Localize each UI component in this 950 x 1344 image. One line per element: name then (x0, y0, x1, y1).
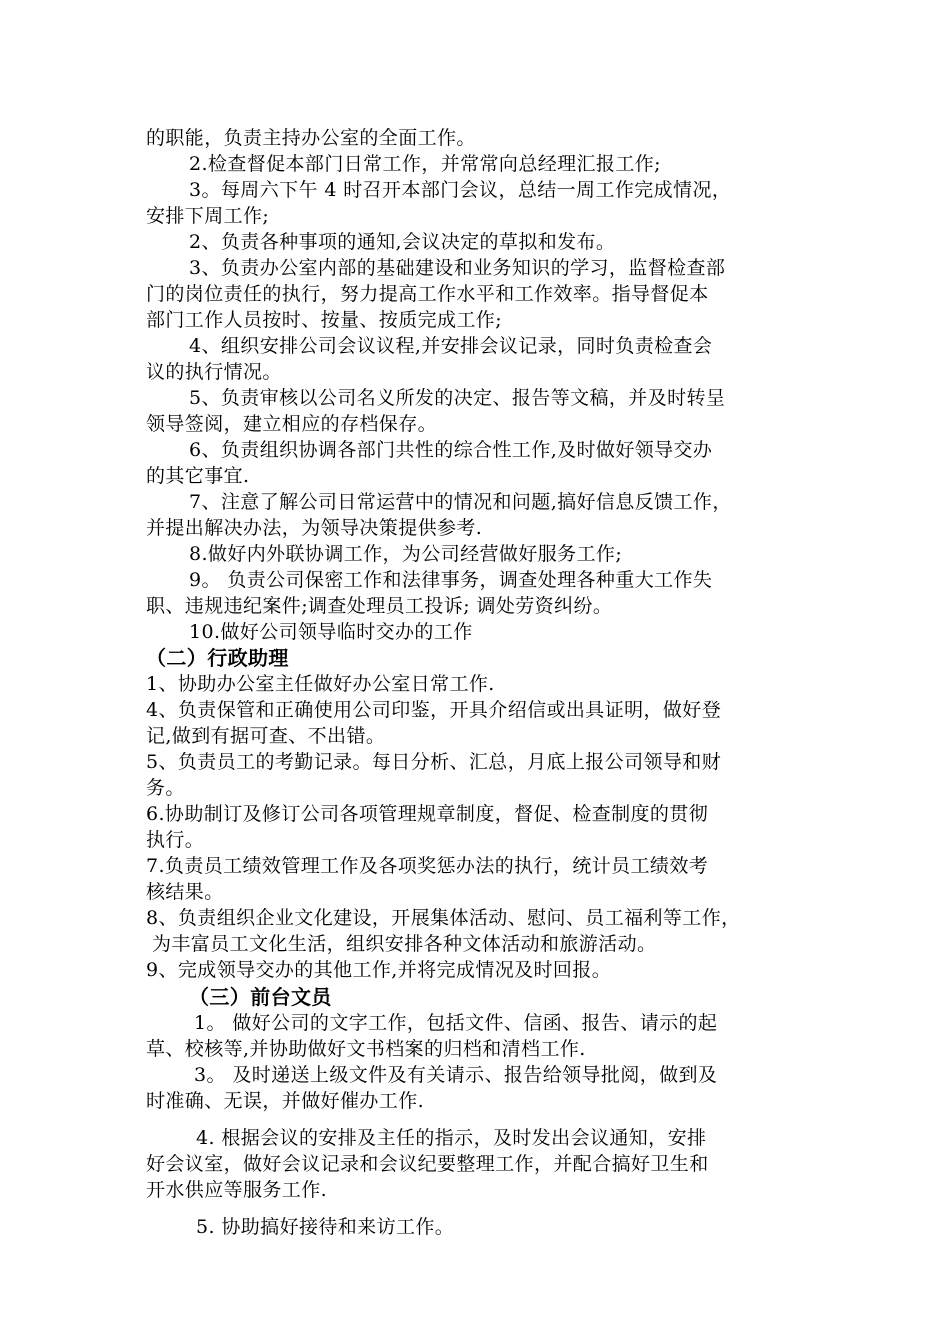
section-heading: （三）前台文员 (189, 985, 332, 1009)
text-line: 8.做好内外联协调工作，为公司经营做好服务工作; (189, 543, 623, 565)
text-line: 1、协助办公室主任做好办公室日常工作. (146, 673, 495, 695)
text-line: 5. 协助搞好接待和来访工作。 (196, 1216, 455, 1238)
text-line: 3。每周六下午 4 时召开本部门会议，总结一周工作完成情况， (189, 179, 732, 201)
text-line: 为丰富员工文化生活，组织安排各种文体活动和旅游活动。 (152, 933, 657, 955)
text-line: 领导签阅，建立相应的存档保存。 (146, 413, 438, 435)
text-line: 安排下周工作; (146, 205, 270, 227)
text-line: 10.做好公司领导临时交办的工作 (189, 621, 473, 643)
text-line: 7.负责员工绩效管理工作及各项奖惩办法的执行，统计员工绩效考 (146, 855, 709, 877)
text-line: 议的执行情况。 (146, 361, 282, 383)
text-line: 并提出解决办法，为领导决策提供参考. (146, 517, 483, 539)
text-line: 开水供应等服务工作. (146, 1179, 328, 1201)
text-line: 时准确、无误，并做好催办工作. (146, 1090, 425, 1112)
text-line: 5、负责审核以公司名义所发的决定、报告等文稿，并及时转呈 (189, 387, 726, 409)
text-line: 核结果。 (146, 881, 224, 903)
text-line: 3、负责办公室内部的基础建设和业务知识的学习，监督检查部 (189, 257, 726, 279)
text-line: 记,做到有据可查、不出错。 (146, 725, 386, 747)
text-line: 部门工作人员按时、按量、按质完成工作; (146, 309, 503, 331)
text-line: 的其它事宜. (146, 465, 250, 487)
text-line: 执行。 (146, 829, 205, 851)
text-line: 4、负责保管和正确使用公司印鉴，开具介绍信或出具证明，做好登 (146, 699, 722, 721)
text-line: 务。 (146, 777, 185, 799)
text-line: 1。 做好公司的文字工作，包括文件、信函、报告、请示的起 (194, 1012, 718, 1034)
text-line: 门的岗位责任的执行，努力提高工作水平和工作效率。指导督促本 (146, 283, 709, 305)
text-line: 好会议室，做好会议记录和会议纪要整理工作，并配合搞好卫生和 (146, 1153, 709, 1175)
text-line: 职、违规违纪案件;调查处理员工投诉; 调处劳资纠纷。 (146, 595, 613, 617)
text-line: 6.协助制订及修订公司各项管理规章制度，督促、检查制度的贯彻 (146, 803, 709, 825)
text-line: 4、组织安排公司会议议程,并安排会议记录，同时负责检查会 (189, 335, 713, 357)
text-line: 8、负责组织企业文化建设，开展集体活动、慰问、员工福利等工作， (146, 907, 741, 929)
text-line: 9、完成领导交办的其他工作,并将完成情况及时回报。 (146, 959, 612, 981)
text-line: 2.检查督促本部门日常工作，并常常向总经理汇报工作; (189, 153, 661, 175)
text-line: 2、负责各种事项的通知,会议决定的草拟和发布。 (189, 231, 616, 253)
text-line: 9。 负责公司保密工作和法律事务，调查处理各种重大工作失 (189, 569, 713, 591)
section-heading: （二）行政助理 (146, 646, 289, 670)
text-line: 草、校核等,并协助做好文书档案的归档和清档工作. (146, 1038, 586, 1060)
text-line: 的职能，负责主持办公室的全面工作。 (146, 127, 476, 149)
text-line: 4. 根据会议的安排及主任的指示，及时发出会议通知，安排 (196, 1127, 707, 1149)
text-line: 3。 及时递送上级文件及有关请示、报告给领导批阅，做到及 (194, 1064, 718, 1086)
text-line: 5、负责员工的考勤记录。每日分析、汇总，月底上报公司领导和财 (146, 751, 722, 773)
text-line: 7、注意了解公司日常运营中的情况和问题,搞好信息反馈工作， (189, 491, 732, 513)
text-line: 6、负责组织协调各部门共性的综合性工作,及时做好领导交办 (189, 439, 713, 461)
